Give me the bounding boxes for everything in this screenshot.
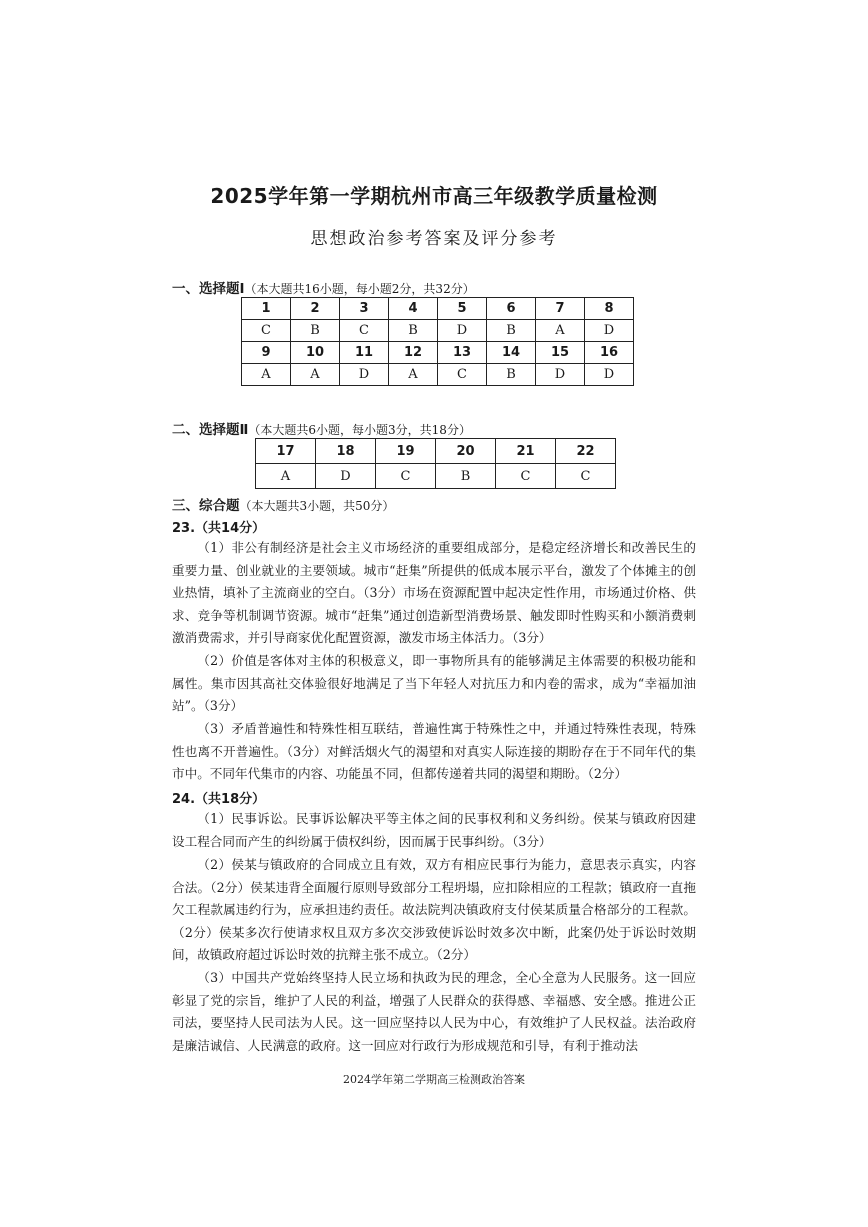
answer-cell: B (389, 320, 438, 342)
question-number: 13 (438, 342, 487, 364)
section1-heading (172, 277, 475, 297)
question-number: 12 (389, 342, 438, 364)
answer-cell: B (291, 320, 340, 342)
answer-cell: D (536, 364, 585, 386)
section2-answer-table (255, 438, 616, 489)
table-row (242, 298, 634, 320)
table-row (242, 320, 634, 342)
answer-cell: A (256, 464, 316, 489)
answer-cell: C (496, 464, 556, 489)
q24-part3: （3）中国共产党始终坚持人民立场和执政为民的理念，全心全意为人民服务。这一回应彰显了党的宗旨，维护了人民的利益，增强了人民群众的获得感、幸福感、安全感。推进公正司法，要坚持人民司法为人民。这一回应坚持以人民为中心，有效维护了人民权益。法治政府是廉洁诚信、人民满意的政府。这一回应对行政行为形成规范和引导，有利于推动法 (172, 970, 696, 1053)
section2-title: 二、选择题Ⅱ (172, 422, 249, 438)
answer-cell: C (556, 464, 616, 489)
q23-part3: （3）矛盾普遍性和特殊性相互联结，普遍性寓于特殊性之中，并通过特殊性表现，特殊性也离不开普遍性。（3分）对鲜活烟火气的渴望和对真实人际连接的期盼存在于不同年代的集市中。不同年代集市的内容、功能虽不同，但都传递着共同的渴望和期盼。（2分） (172, 721, 696, 782)
table-row (256, 439, 616, 464)
table-row (242, 364, 634, 386)
question-number: 6 (487, 298, 536, 320)
answer-cell: A (242, 364, 291, 386)
question-number: 11 (340, 342, 389, 364)
question-number: 16 (585, 342, 634, 364)
q24-part1: （1）民事诉讼。民事诉讼解决平等主体之间的民事权利和义务纠纷。侯某与镇政府因建设工程合同而产生的纠纷属于债权纠纷，因而属于民事纠纷。（3分） (172, 811, 696, 849)
question-number: 5 (438, 298, 487, 320)
question-number: 17 (256, 439, 316, 464)
answer-cell: A (536, 320, 585, 342)
table-row (256, 464, 616, 489)
answer-cell: D (438, 320, 487, 342)
answer-cell: D (340, 364, 389, 386)
question-number: 4 (389, 298, 438, 320)
section2-heading (172, 418, 471, 438)
q23-part2: （2）价值是客体对主体的积极意义，即一事物所具有的能够满足主体需要的积极功能和属性。集市因其高社交体验很好地满足了当下年轻人对抗压力和内卷的需求，成为“幸福加油站”。（3分） (172, 653, 696, 714)
question-number: 18 (316, 439, 376, 464)
question-number: 2 (291, 298, 340, 320)
answer-cell: D (316, 464, 376, 489)
section1-note: （本大题共16小题，每小题2分，共32分） (244, 282, 475, 296)
answer-cell: B (487, 364, 536, 386)
question-number: 10 (291, 342, 340, 364)
section1-title: 一、选择题Ⅰ (172, 281, 245, 297)
question-number: 9 (242, 342, 291, 364)
question-number: 14 (487, 342, 536, 364)
section3-note: （本大题共3小题，共50分） (239, 499, 395, 513)
page-footer: 2024学年第二学期高三检测政治答案 (343, 1073, 525, 1086)
section2-note: （本大题共6小题，每小题3分，共18分） (248, 423, 471, 437)
answer-cell: D (585, 364, 634, 386)
q24-heading: 24.（共18分） (172, 792, 266, 807)
question-number: 19 (376, 439, 436, 464)
answer-cell: C (340, 320, 389, 342)
answer-cell: A (291, 364, 340, 386)
question-number: 8 (585, 298, 634, 320)
question-number: 22 (556, 439, 616, 464)
page-subtitle: 思想政治参考答案及评分参考 (310, 229, 558, 249)
q23-heading: 23.（共14分） (172, 521, 266, 536)
question-number: 3 (340, 298, 389, 320)
q24-part2: （2）侯某与镇政府的合同成立且有效，双方有相应民事行为能力，意思表示真实，内容合法。（2分）侯某违背全面履行原则导致部分工程坍塌，应扣除相应的工程款；镇政府一直拖欠工程款属违约行为，应承担违约责任。故法院判决镇政府支付侯某质量合格部分的工程款。（2分）侯某多次行使请求权且双方多次交涉致使诉讼时效多次中断，此案仍处于诉讼时效期间，故镇政府超过诉讼时效的抗辩主张不成立。（2分） (172, 857, 696, 963)
table-row (242, 342, 634, 364)
question-number: 20 (436, 439, 496, 464)
answer-cell: C (376, 464, 436, 489)
answer-cell: B (436, 464, 496, 489)
answer-cell: B (487, 320, 536, 342)
page-title: 2025学年第一学期杭州市高三年级教学质量检测 (210, 184, 658, 208)
question-number: 21 (496, 439, 556, 464)
q23-part1: （1）非公有制经济是社会主义市场经济的重要组成部分，是稳定经济增长和改善民生的重要力量、创业就业的主要领域。城市“赶集”所提供的低成本展示平台，激发了个体摊主的创业热情，填补了主流商业的空白。（3分）市场在资源配置中起决定性作用，市场通过价格、供求、竞争等机制调节资源。城市“赶集”通过创造新型消费场景、触发即时性购买和小额消费刺激消费需求，并引导商家优化配置资源，激发市场主体活力。（3分） (172, 540, 696, 646)
section3-title: 三、综合题 (172, 498, 240, 514)
question-number: 1 (242, 298, 291, 320)
section3-heading (172, 494, 394, 514)
answer-cell: C (438, 364, 487, 386)
answer-cell: C (242, 320, 291, 342)
question-number: 7 (536, 298, 585, 320)
question-number: 15 (536, 342, 585, 364)
section1-answer-table (241, 297, 634, 386)
answer-cell: A (389, 364, 438, 386)
answer-cell: D (585, 320, 634, 342)
